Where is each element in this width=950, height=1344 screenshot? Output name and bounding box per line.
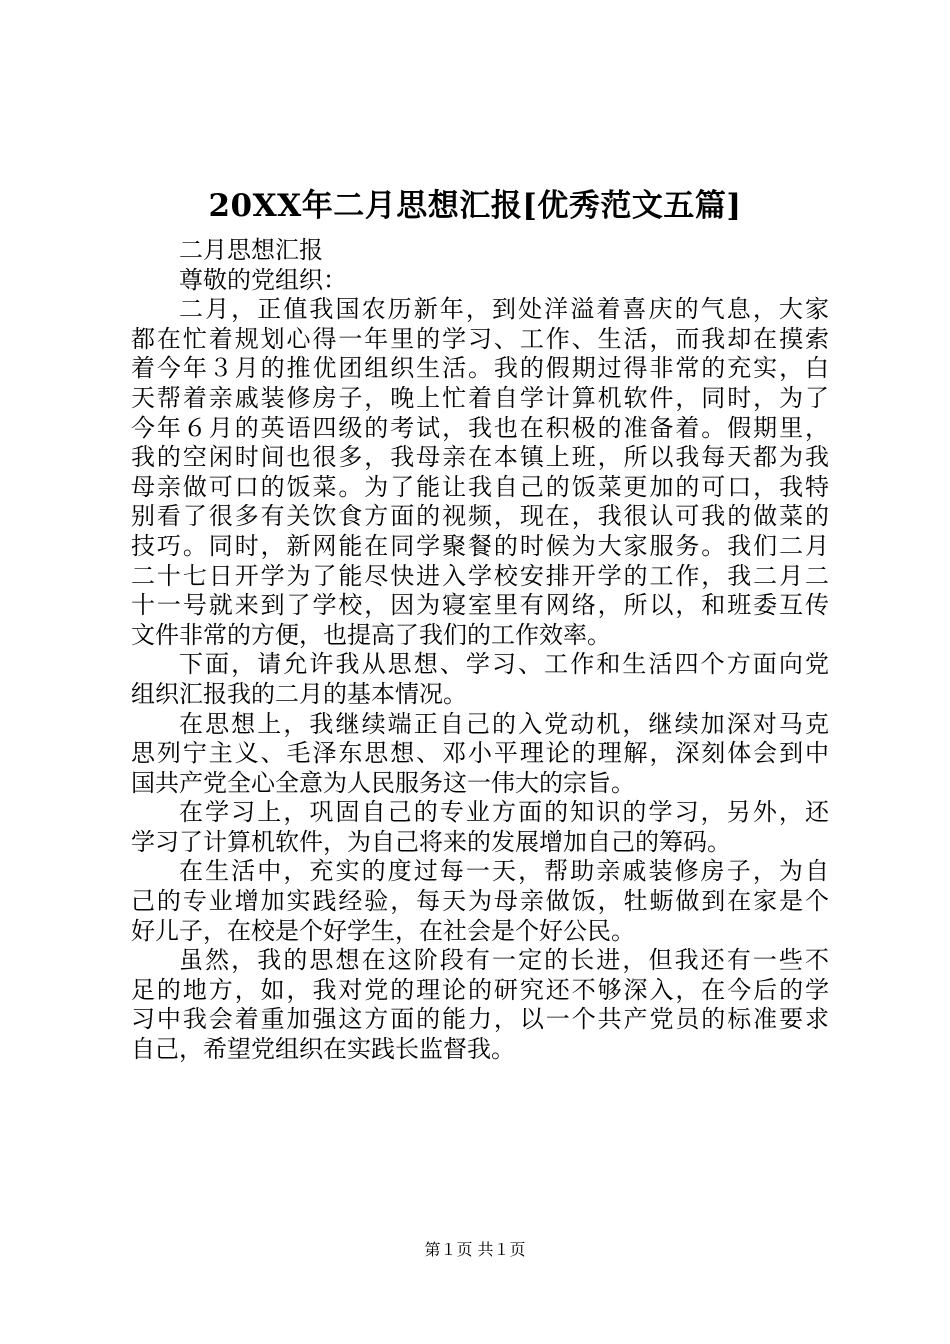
page-footer: 第１页 共１页 — [424, 1240, 526, 1259]
body-line: 在学习上，巩固自己的专业方面的知识的学习，另外，还 — [179, 798, 829, 827]
body-line: 天帮着亲戚装修房子，晚上忙着自学计算机软件，同时，为了 — [131, 383, 829, 412]
body-line: 都在忙着规划心得一年里的学习、工作、生活，而我却在摸索 — [131, 324, 829, 353]
body-line: 文件非常的方便，也提高了我们的工作效率。 — [131, 620, 611, 649]
body-line: 己的专业增加实践经验，每天为母亲做饭，牡蛎做到在家是个 — [131, 887, 829, 916]
body-line: 十一号就来到了学校，因为寝室里有网络，所以，和班委互传 — [131, 591, 829, 620]
body-line: 着今年３月的推优团组织生活。我的假期过得非常的充实，白 — [131, 354, 829, 383]
body-line: 尊敬的党组织： — [179, 265, 347, 294]
document-body — [131, 236, 829, 1065]
body-line: 足的地方，如，我对党的理论的研究还不够深入，在今后的学 — [131, 975, 829, 1004]
body-line: 国共产党全心全意为人民服务这一伟大的宗旨。 — [131, 768, 635, 797]
body-line: 今年６月的英语四级的考试，我也在积极的准备着。假期里， — [131, 413, 829, 442]
page-title: 20XX年二月思想汇报[优秀范文五篇] — [208, 188, 742, 224]
body-line: 自己，希望党组织在实践长监督我。 — [131, 1035, 515, 1064]
body-line: 二月思想汇报 — [179, 236, 323, 264]
body-line: 组织汇报我的二月的基本情况。 — [131, 679, 467, 708]
body-line: 学习了计算机软件，为自己将来的发展增加自己的筹码。 — [131, 827, 731, 856]
body-line: 虽然，我的思想在这阶段有一定的长进，但我还有一些不 — [179, 946, 829, 975]
body-line: 二十七日开学为了能尽快进入学校安排开学的工作，我二月二 — [131, 561, 829, 590]
body-line: 习中我会着重加强这方面的能力，以一个共产党员的标准要求 — [131, 1005, 829, 1034]
body-line: 我的空闲时间也很多，我母亲在本镇上班，所以我每天都为我 — [131, 443, 829, 472]
body-line: 母亲做可口的饭菜。为了能让我自己的饭菜更加的可口，我特 — [131, 472, 829, 501]
body-line: 下面，请允许我从思想、学习、工作和生活四个方面向党 — [179, 650, 829, 679]
body-line: 技巧。同时，新网能在同学聚餐的时候为大家服务。我们二月 — [131, 531, 829, 560]
body-line: 思列宁主义、毛泽东思想、邓小平理论的理解，深刻体会到中 — [131, 739, 829, 768]
body-line: 在思想上，我继续端正自己的入党动机，继续加深对马克 — [179, 709, 829, 738]
body-line: 好儿子，在校是个好学生，在社会是个好公民。 — [131, 916, 635, 945]
body-line: 在生活中，充实的度过每一天，帮助亲戚装修房子，为自 — [179, 857, 829, 886]
body-line: 二月，正值我国农历新年，到处洋溢着喜庆的气息，大家 — [179, 295, 829, 324]
body-line: 别看了很多有关饮食方面的视频，现在，我很认可我的做菜的 — [131, 502, 829, 531]
